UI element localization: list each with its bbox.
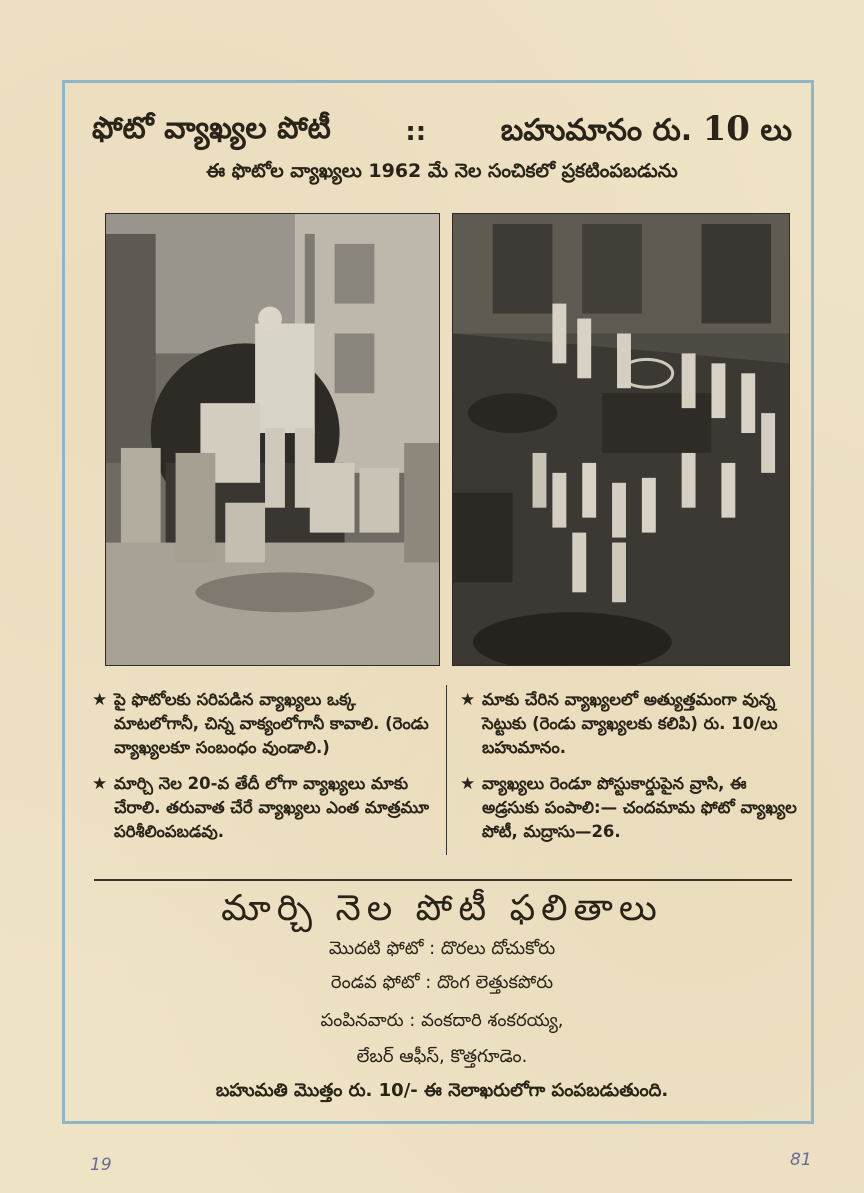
contest-subtitle: ఈ ఫొటోల వ్యాఖ్యలు 1962 మే నెల సంచికలో ప్రకటింపబడును — [206, 160, 678, 182]
results-sender: పంపినవారు : వంకదారి శంకరయ్య, — [320, 1010, 564, 1031]
rule-text: మార్చి నెల 20-వ తేదీ లోగా వ్యాఖ్యలు మాకు చేరాలి. తరువాత చేరే వ్యాఖ్యలు ఎంత మాత్రమూ పరిశీలింపబడవు. — [114, 774, 429, 841]
header-separator: :: — [405, 117, 427, 147]
rule-item — [92, 688, 440, 760]
contest-photo-2 — [452, 213, 790, 666]
results-second-photo: రెండవ ఫోటో : దొంగ లెత్తుకపోరు — [330, 972, 554, 993]
rule-text: పై ఫొటోలకు సరిపడిన వ్యాఖ్యలు ఒక్క మాటలోగానీ, చిన్న వాక్యంలోగానీ కావాలి. (రెండు వ్యాఖ్యలకూ సంబంధం వుండాలి.) — [114, 690, 429, 757]
prize-amount: 10 — [702, 109, 750, 149]
rule-item — [460, 688, 800, 760]
star-icon: ★ — [92, 774, 108, 794]
results-address: లేబర్ ఆఫీస్, కొత్తగూడెం. — [356, 1046, 528, 1067]
prize-heading — [501, 109, 792, 155]
rule-text: వ్యాఖ్యలు రెండూ పోస్టుకార్డుపైన వ్రాసి, ఈ అడ్రసుకు పంపాలి:— చందమామ ఫోటో వ్యాఖ్యల పోటీ, మద్రాసు—26. — [482, 774, 797, 841]
street-scene-car-photo — [106, 214, 439, 665]
star-icon: ★ — [92, 690, 108, 710]
contest-title: ఫోటో వ్యాఖ్యల పోటీ — [92, 111, 331, 146]
page-mark-right: 81 — [790, 1150, 812, 1170]
rule-item — [92, 772, 440, 844]
rule-text: మాకు చేరిన వ్యాఖ్యలలో అత్యుత్తమంగా వున్న సెట్టుకు (రెండు వ్యాఖ్యలకు కలిపి) రు. 10/లు బహుమానం. — [482, 690, 778, 757]
section-divider — [94, 879, 792, 881]
results-prize-note: బహుమతి మొత్తం రు. 10/- ఈ నెలాఖరులోగా పంపబడుతుంది. — [215, 1080, 669, 1101]
column-divider — [446, 685, 447, 855]
rule-item — [460, 772, 800, 844]
page-mark-left: 19 — [90, 1155, 112, 1175]
prize-suffix: లు — [760, 113, 792, 148]
crowd-cart-photo — [453, 214, 789, 665]
rules-right-column — [460, 688, 800, 856]
contest-photo-1 — [105, 213, 440, 666]
results-first-photo: మొదటి ఫోటో : దొరలు దోచుకోరు — [328, 938, 556, 959]
results-title: మార్చి నెల పోటీ ఫలితాలు — [221, 888, 663, 929]
contest-header — [92, 110, 792, 154]
rules-left-column — [92, 688, 440, 856]
star-icon: ★ — [460, 774, 476, 794]
prize-label: బహుమానం రు. — [500, 113, 693, 148]
star-icon: ★ — [460, 690, 476, 710]
